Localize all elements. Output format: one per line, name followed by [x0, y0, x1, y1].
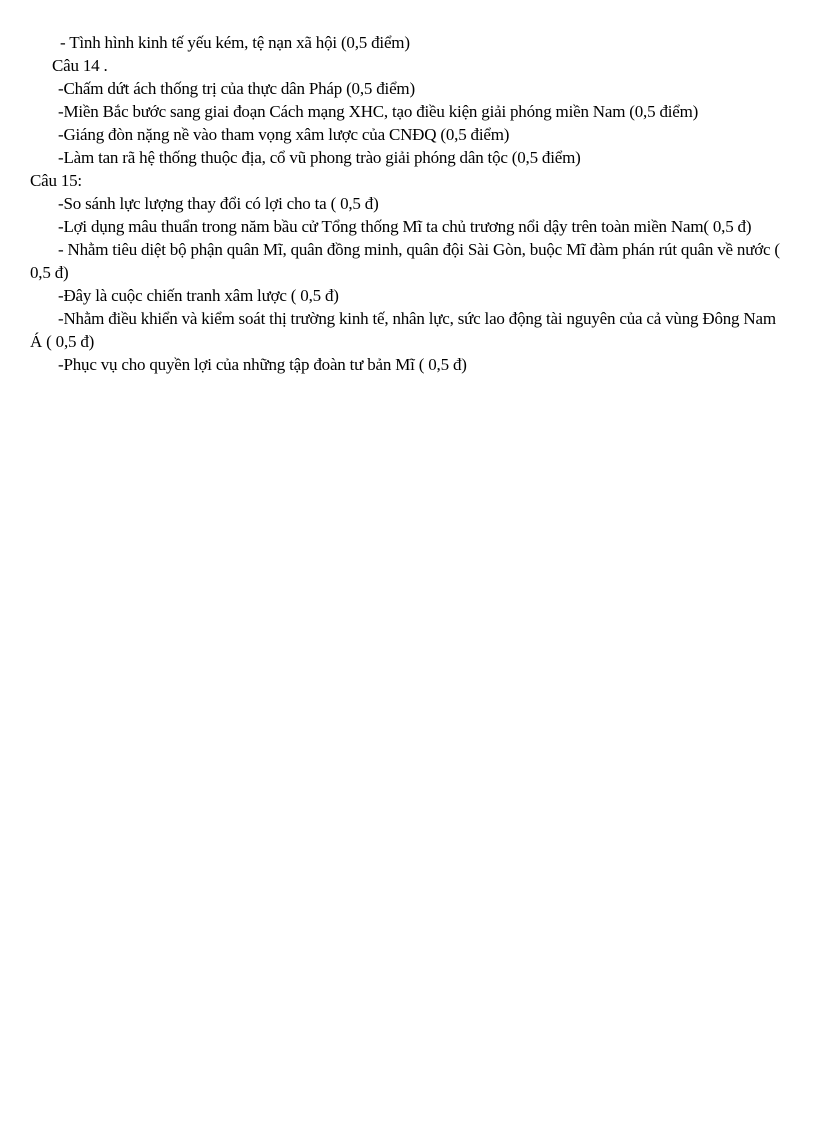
answer-line: -Chấm dứt ách thống trị của thực dân Pháp (0,5 điểm) — [58, 79, 415, 98]
answer-line: -Nhằm điều khiển và kiểm soát thị trường kinh tế, nhân lực, sức lao động tài nguyên của cả vùng Đông Nam Á ( 0,5 đ) — [30, 309, 776, 351]
answer-line: -Giáng đòn nặng nề vào tham vọng xâm lược của CNĐQ (0,5 điểm) — [58, 125, 510, 144]
answer-line: -Làm tan rã hệ thống thuộc địa, cổ vũ phong trào giải phóng dân tộc (0,5 điểm) — [58, 148, 581, 167]
answer-line: -Phục vụ cho quyền lợi của những tập đoàn tư bản Mĩ ( 0,5 đ) — [58, 355, 467, 374]
answer-line: -Đây là cuộc chiến tranh xâm lược ( 0,5 đ) — [58, 286, 339, 305]
question-heading-14: Câu 14 . — [52, 56, 108, 75]
answer-line: -Miền Bắc bước sang giai đoạn Cách mạng XHC, tạo điều kiện giải phóng miền Nam (0,5 điểm) — [58, 102, 699, 121]
document-body — [30, 31, 782, 376]
question-heading-15: Câu 15: — [30, 171, 82, 190]
answer-line: - Tình hình kinh tế yếu kém, tệ nạn xã hội (0,5 điểm) — [60, 33, 410, 52]
answer-line: - Nhằm tiêu diệt bộ phận quân Mĩ, quân đồng minh, quân đội Sài Gòn, buộc Mĩ đàm phán rút quân về nước ( 0,5 đ) — [30, 240, 780, 282]
answer-line: -So sánh lực lượng thay đổi có lợi cho ta ( 0,5 đ) — [58, 194, 379, 213]
answer-line: -Lợi dụng mâu thuẩn trong năm bầu cử Tổng thống Mĩ ta chủ trương nổi dậy trên toàn miền Nam( 0,5 đ) — [58, 217, 752, 236]
